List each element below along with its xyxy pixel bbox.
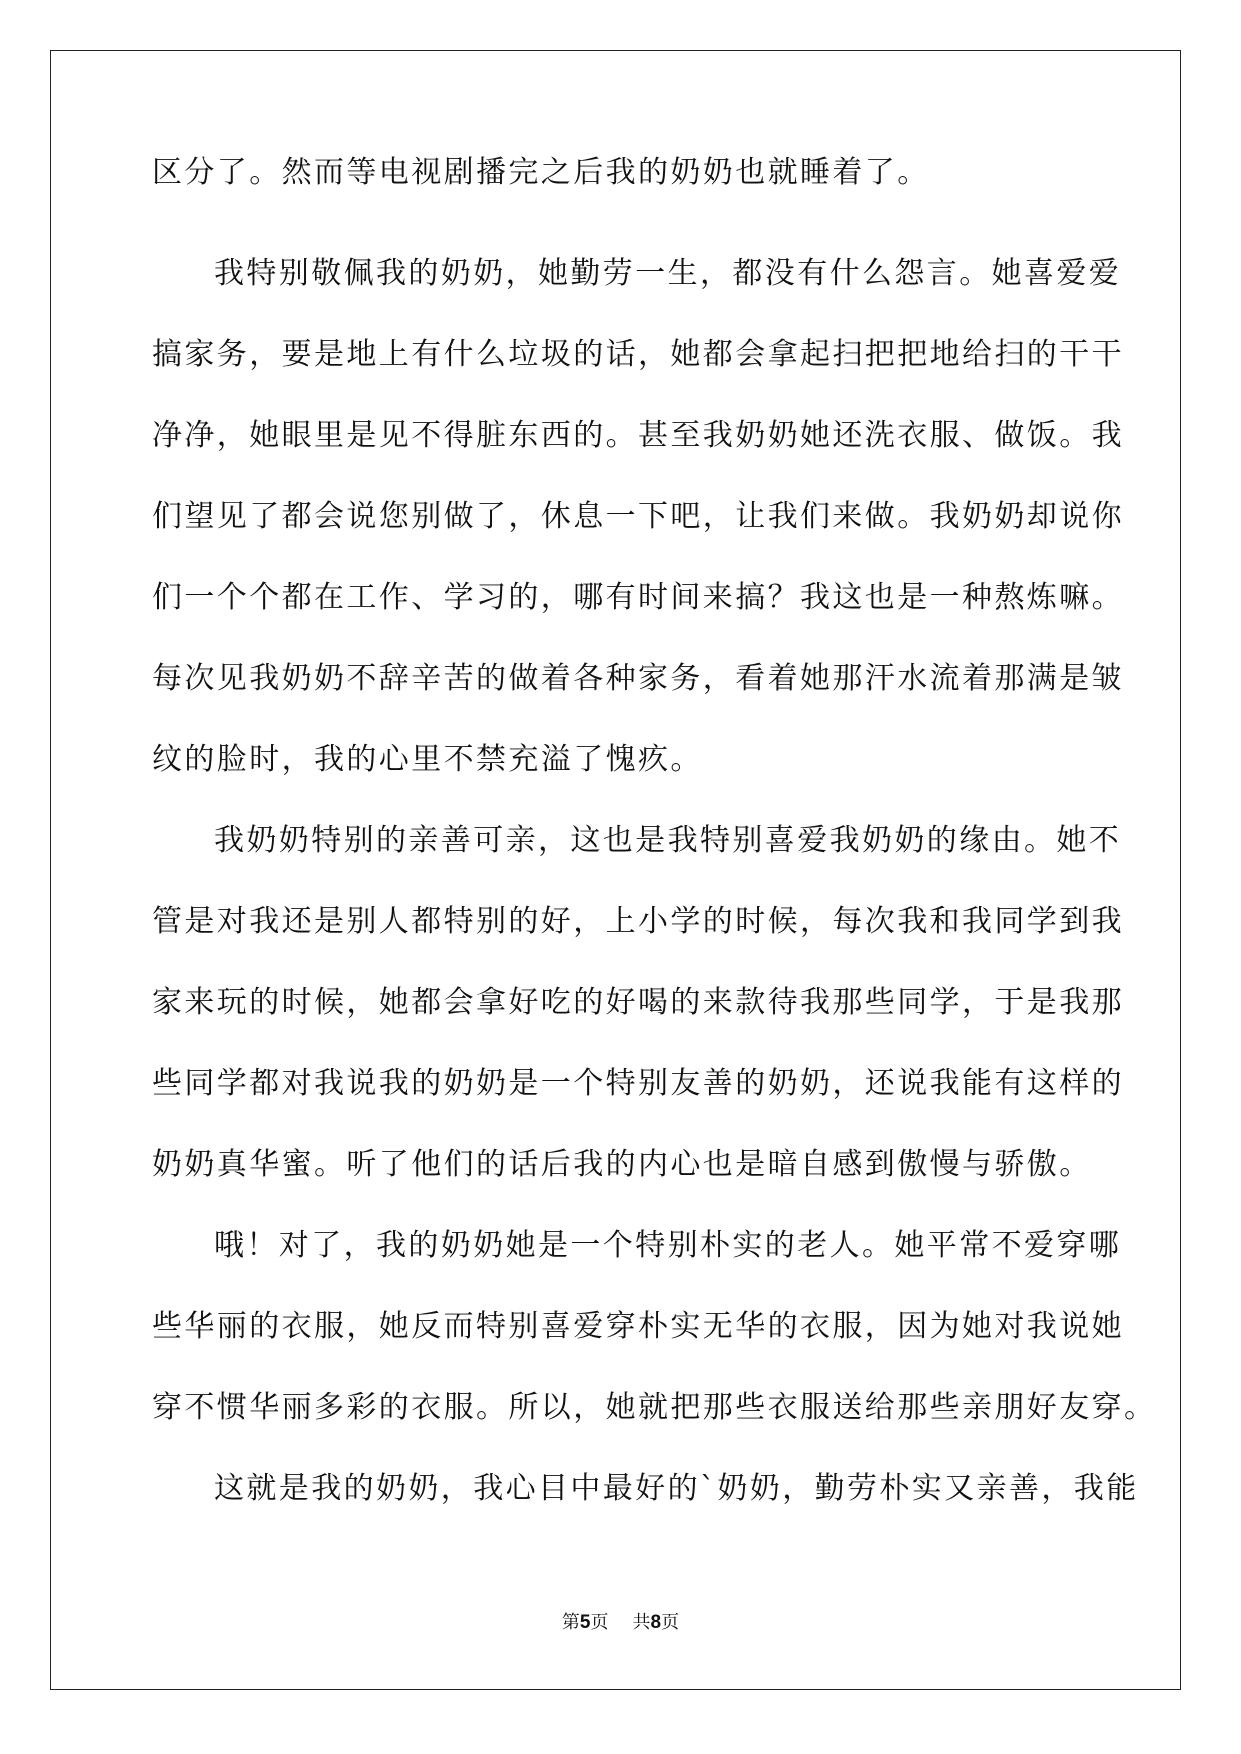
page-total: 8 [650, 1612, 662, 1633]
page-prefix: 第 [561, 1612, 580, 1633]
text-line: 纹的脸时，我的心里不禁充溢了愧疚。 [152, 742, 703, 777]
text-line: 们望见了都会说您别做了，休息一下吧，让我们来做。我奶奶却说你 [152, 499, 1124, 534]
text-line: 哦！对了，我的奶奶她是一个特别朴实的老人。她平常不爱穿哪 [214, 1228, 1122, 1263]
page-current: 5 [579, 1612, 591, 1633]
text-line: 奶奶真华蜜。听了他们的话后我的内心也是暗自感到傲慢与骄傲。 [152, 1147, 1092, 1182]
text-line: 净净，她眼里是见不得脏东西的。甚至我奶奶她还洗衣服、做饭。我 [152, 418, 1124, 453]
text-line: 管是对我还是别人都特别的好，上小学的时候，每次我和我同学到我 [152, 904, 1124, 939]
text-line: 搞家务，要是地上有什么垃圾的话，她都会拿起扫把把地给扫的干干 [152, 337, 1124, 372]
total-suffix: 页 [661, 1612, 680, 1633]
text-line: 这就是我的奶奶，我心目中最好的`奶奶，勤劳朴实又亲善，我能 [214, 1471, 1139, 1506]
text-line: 些华丽的衣服，她反而特别喜爱穿朴实无华的衣服，因为她对我说她 [152, 1309, 1124, 1344]
text-line: 我特别敬佩我的奶奶，她勤劳一生，都没有什么怨言。她喜爱爱 [214, 256, 1122, 291]
total-prefix: 共 [632, 1612, 651, 1633]
text-line: 区分了。然而等电视剧播完之后我的奶奶也就睡着了。 [152, 155, 930, 190]
page-footer [0, 1608, 1241, 1634]
page-border [50, 50, 1181, 1690]
text-line: 每次见我奶奶不辞辛苦的做着各种家务，看着她那汗水流着那满是皱 [152, 661, 1124, 696]
text-line: 家来玩的时候，她都会拿好吃的好喝的来款待我那些同学，于是我那 [152, 985, 1124, 1020]
text-line: 们一个个都在工作、学习的，哪有时间来搞？我这也是一种熬炼嘛。 [152, 580, 1124, 615]
text-line: 我奶奶特别的亲善可亲，这也是我特别喜爱我奶奶的缘由。她不 [214, 823, 1122, 858]
page-suffix: 页 [590, 1612, 609, 1633]
text-line: 穿不惯华丽多彩的衣服。所以，她就把那些衣服送给那些亲朋好友穿。 [152, 1390, 1157, 1425]
text-line: 些同学都对我说我的奶奶是一个特别友善的奶奶，还说我能有这样的 [152, 1066, 1124, 1101]
